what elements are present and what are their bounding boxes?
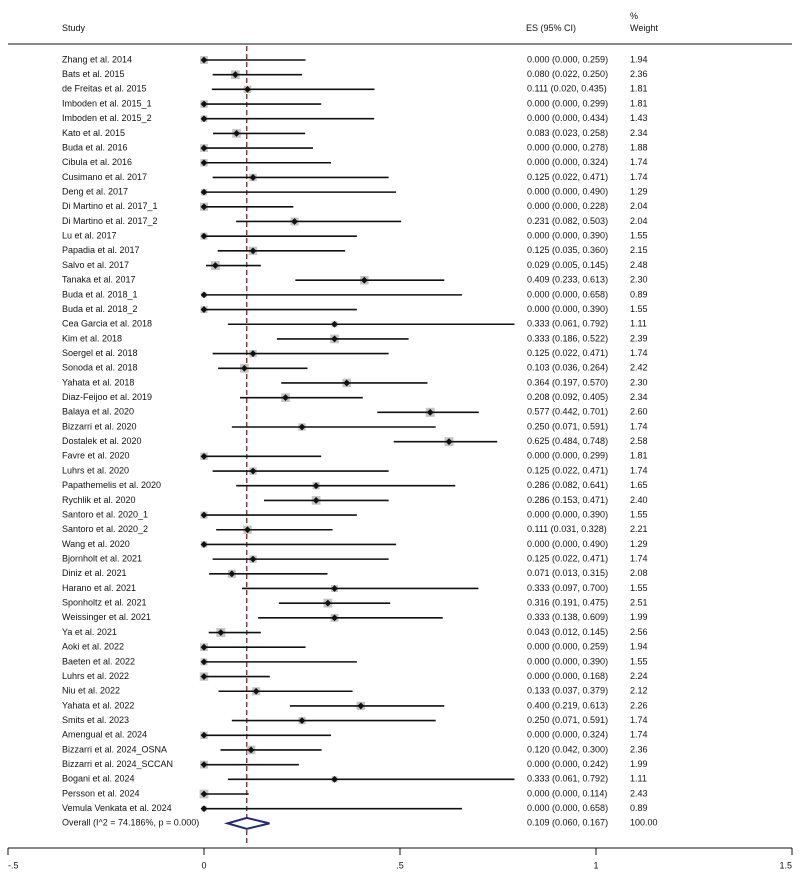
study-row xyxy=(62,774,647,784)
weight-value: 2.51 xyxy=(630,597,648,608)
overall-diamond xyxy=(228,818,270,829)
weight-value: 1.88 xyxy=(630,142,648,153)
weight-value: 1.65 xyxy=(630,480,648,491)
weight-value: 1.11 xyxy=(630,773,647,784)
weight-value: 0.89 xyxy=(630,289,648,300)
study-row xyxy=(62,363,648,373)
study-label: Amengual et al. 2024 xyxy=(62,729,148,740)
weight-value: 2.08 xyxy=(630,568,648,579)
study-row xyxy=(62,671,648,681)
es-ci-value: 0.000 (0.000, 0.228) xyxy=(527,201,609,212)
study-row xyxy=(62,142,648,152)
study-label: Papathemelis et al. 2020 xyxy=(62,480,162,491)
es-ci-value: 0.071 (0.013, 0.315) xyxy=(527,568,609,579)
es-ci-value: 0.625 (0.484, 0.748) xyxy=(527,436,609,447)
study-row xyxy=(62,480,648,490)
x-tick-label: .5 xyxy=(396,860,404,871)
study-row xyxy=(62,319,647,329)
x-tick-label: 0 xyxy=(201,860,207,871)
es-ci-value: 0.120 (0.042, 0.300) xyxy=(527,744,609,755)
study-column-header: Study xyxy=(62,23,86,33)
study-row xyxy=(62,744,648,754)
es-ci-value: 0.000 (0.000, 0.658) xyxy=(527,803,609,814)
es-ci-value: 0.000 (0.000, 0.259) xyxy=(527,54,609,65)
study-label: Diniz et al. 2021 xyxy=(62,568,127,579)
es-ci-value: 0.000 (0.000, 0.658) xyxy=(527,289,609,300)
study-row xyxy=(62,715,648,725)
es-ci-value: 0.000 (0.000, 0.242) xyxy=(527,759,609,770)
overall-weight-value: 100.00 xyxy=(630,817,658,828)
es-ci-value: 0.000 (0.000, 0.490) xyxy=(527,186,609,197)
es-ci-value: 0.000 (0.000, 0.299) xyxy=(527,450,609,461)
weight-value: 2.15 xyxy=(630,245,648,256)
study-row xyxy=(62,700,648,710)
study-row xyxy=(62,509,648,519)
es-ci-value: 0.125 (0.035, 0.360) xyxy=(527,245,609,256)
es-column-header: ES (95% CI) xyxy=(526,23,577,33)
study-label: Smits et al. 2023 xyxy=(62,714,130,725)
es-ci-value: 0.231 (0.082, 0.503) xyxy=(527,215,609,226)
es-ci-value: 0.125 (0.022, 0.471) xyxy=(527,465,609,476)
weight-value: 2.42 xyxy=(630,362,648,373)
es-ci-value: 0.250 (0.071, 0.591) xyxy=(527,714,609,725)
es-ci-value: 0.316 (0.191, 0.475) xyxy=(527,597,609,608)
weight-value: 0.89 xyxy=(630,803,648,814)
study-row xyxy=(62,377,648,387)
es-ci-value: 0.000 (0.000, 0.390) xyxy=(527,303,609,314)
weight-value: 2.60 xyxy=(630,406,648,417)
es-ci-value: 0.029 (0.005, 0.145) xyxy=(527,259,609,270)
study-row xyxy=(62,98,648,108)
study-label: Bizzarri et al. 2024_SCCAN xyxy=(62,759,174,770)
study-label: Niu et al. 2022 xyxy=(62,685,121,696)
study-label: Cea Garcia et al. 2018 xyxy=(62,318,153,329)
study-label: Weissinger et al. 2021 xyxy=(62,612,151,623)
x-axis xyxy=(8,848,792,870)
weight-value: 2.39 xyxy=(630,333,648,344)
plot-area xyxy=(62,46,658,846)
study-label: Bats et al. 2015 xyxy=(62,69,125,80)
weight-value: 1.81 xyxy=(630,450,648,461)
study-row xyxy=(62,568,648,578)
weight-value: 2.26 xyxy=(630,700,648,711)
study-label: Wang et al. 2020 xyxy=(62,538,130,549)
overall-es-ci-value: 0.109 (0.060, 0.167) xyxy=(527,817,609,828)
study-label: Luhrs et al. 2022 xyxy=(62,670,130,681)
es-ci-value: 0.000 (0.000, 0.490) xyxy=(527,538,609,549)
overall-label: Overall (I^2 = 74.186%, p = 0.000) xyxy=(62,817,200,828)
header-row xyxy=(62,11,658,33)
study-row xyxy=(62,245,648,255)
weight-value: 2.36 xyxy=(630,69,648,80)
es-ci-value: 0.286 (0.082, 0.641) xyxy=(527,480,609,491)
weight-value: 2.21 xyxy=(630,524,648,535)
study-row xyxy=(62,333,648,343)
weight-value: 1.99 xyxy=(630,612,648,623)
es-ci-value: 0.111 (0.020, 0.435) xyxy=(527,83,607,94)
study-label: Lu et al. 2017 xyxy=(62,230,117,241)
study-label: Di Martino et al. 2017_2 xyxy=(62,215,158,226)
study-row xyxy=(62,348,648,358)
study-label: Imboden et al. 2015_1 xyxy=(62,98,152,109)
study-label: Favre et al. 2020 xyxy=(62,450,130,461)
es-ci-value: 0.000 (0.000, 0.390) xyxy=(527,656,609,667)
study-row xyxy=(62,803,648,813)
weight-value: 1.74 xyxy=(630,421,648,432)
es-ci-value: 0.000 (0.000, 0.168) xyxy=(527,670,609,681)
es-ci-value: 0.000 (0.000, 0.390) xyxy=(527,509,609,520)
weight-value: 1.55 xyxy=(630,509,648,520)
es-ci-value: 0.250 (0.071, 0.591) xyxy=(527,421,609,432)
study-row xyxy=(62,495,648,505)
es-ci-value: 0.333 (0.061, 0.792) xyxy=(527,773,609,784)
study-row xyxy=(62,759,648,769)
study-label: Buda et al. 2018_1 xyxy=(62,289,138,300)
study-row xyxy=(62,656,648,666)
study-row xyxy=(62,231,648,241)
study-row xyxy=(62,69,648,79)
study-row xyxy=(62,627,648,637)
es-ci-value: 0.125 (0.022, 0.471) xyxy=(527,347,609,358)
study-row xyxy=(62,451,648,461)
es-ci-value: 0.577 (0.442, 0.701) xyxy=(527,406,609,417)
weight-value: 1.81 xyxy=(630,98,648,109)
x-tick-label: 1.5 xyxy=(779,860,792,871)
weight-value: 1.43 xyxy=(630,113,648,124)
study-row xyxy=(62,730,648,740)
study-label: Santoro et al. 2020_1 xyxy=(62,509,149,520)
study-label: Baeten et al. 2022 xyxy=(62,656,136,667)
weight-value: 1.55 xyxy=(630,230,648,241)
study-row xyxy=(62,201,648,211)
study-row xyxy=(62,260,648,270)
weight-value: 2.12 xyxy=(630,685,648,696)
es-ci-value: 0.043 (0.012, 0.145) xyxy=(527,626,609,637)
study-row xyxy=(62,275,648,285)
study-row xyxy=(62,686,648,696)
weight-value: 2.58 xyxy=(630,436,648,447)
es-ci-value: 0.125 (0.022, 0.471) xyxy=(527,553,609,564)
weight-value: 1.74 xyxy=(630,171,648,182)
weight-value: 2.34 xyxy=(630,392,648,403)
weight-value: 2.24 xyxy=(630,670,648,681)
weight-column-header-percent: % xyxy=(630,11,639,21)
es-ci-value: 0.400 (0.219, 0.613) xyxy=(527,700,609,711)
study-label: Deng et al. 2017 xyxy=(62,186,129,197)
study-label: Zhang et al. 2014 xyxy=(62,54,133,65)
study-label: Sonoda et al. 2018 xyxy=(62,362,138,373)
study-row xyxy=(62,421,648,431)
es-ci-value: 0.000 (0.000, 0.259) xyxy=(527,641,609,652)
study-label: Buda et al. 2018_2 xyxy=(62,303,138,314)
weight-value: 2.30 xyxy=(630,377,648,388)
weight-value: 1.74 xyxy=(630,729,648,740)
es-ci-value: 0.364 (0.197, 0.570) xyxy=(527,377,609,388)
weight-value: 1.11 xyxy=(630,318,647,329)
x-tick-label: -.5 xyxy=(8,860,19,871)
study-row xyxy=(62,642,648,652)
study-label: Harano et al. 2021 xyxy=(62,582,137,593)
study-label: de Freitas et al. 2015 xyxy=(62,83,147,94)
x-tick-label: 1 xyxy=(593,860,599,871)
study-label: Papadia et al. 2017 xyxy=(62,245,140,256)
study-label: Bizzarri et al. 2020 xyxy=(62,421,137,432)
es-ci-value: 0.333 (0.097, 0.700) xyxy=(527,582,609,593)
study-row xyxy=(62,304,648,314)
study-label: Kato et al. 2015 xyxy=(62,127,126,138)
study-label: Vemula Venkata et al. 2024 xyxy=(62,803,172,814)
weight-value: 1.94 xyxy=(630,54,648,65)
es-ci-value: 0.000 (0.000, 0.324) xyxy=(527,729,609,740)
study-label: Ya et al. 2021 xyxy=(62,626,117,637)
es-ci-value: 0.000 (0.000, 0.434) xyxy=(527,113,609,124)
study-label: Rychlik et al. 2020 xyxy=(62,494,136,505)
study-row xyxy=(62,113,648,123)
weight-column-header: Weight xyxy=(630,23,658,33)
study-label: Diaz-Feijoo et al. 2019 xyxy=(62,392,153,403)
overall-row xyxy=(62,818,658,829)
weight-value: 1.74 xyxy=(630,553,648,564)
study-label: Persson et al. 2024 xyxy=(62,788,140,799)
study-row xyxy=(62,553,648,563)
study-label: Imboden et al. 2015_2 xyxy=(62,113,152,124)
weight-value: 2.36 xyxy=(630,744,648,755)
study-row xyxy=(62,583,648,593)
es-ci-value: 0.000 (0.000, 0.324) xyxy=(527,157,609,168)
es-ci-value: 0.125 (0.022, 0.471) xyxy=(527,171,609,182)
study-label: Buda et al. 2016 xyxy=(62,142,128,153)
weight-value: 1.74 xyxy=(630,157,648,168)
study-label: Yahata et al. 2018 xyxy=(62,377,135,388)
study-label: Dostalek et al. 2020 xyxy=(62,436,142,447)
weight-value: 1.55 xyxy=(630,656,648,667)
study-row xyxy=(62,186,648,196)
weight-value: 1.74 xyxy=(630,347,648,358)
study-row xyxy=(62,54,648,64)
weight-value: 1.74 xyxy=(630,714,648,725)
study-row xyxy=(62,407,648,417)
es-ci-value: 0.000 (0.000, 0.114) xyxy=(527,788,608,799)
study-label: Cibula et al. 2016 xyxy=(62,157,133,168)
study-row xyxy=(62,172,648,182)
study-label: Bogani et al. 2024 xyxy=(62,773,135,784)
weight-value: 1.55 xyxy=(630,582,648,593)
weight-value: 2.56 xyxy=(630,626,648,637)
study-label: Santoro et al. 2020_2 xyxy=(62,524,149,535)
study-label: Yahata et al. 2022 xyxy=(62,700,135,711)
study-row xyxy=(62,524,648,534)
es-ci-value: 0.133 (0.037, 0.379) xyxy=(527,685,609,696)
study-row xyxy=(62,128,648,138)
study-row xyxy=(62,392,648,402)
weight-value: 1.81 xyxy=(630,83,648,94)
es-ci-value: 0.111 (0.031, 0.328) xyxy=(527,524,607,535)
weight-value: 1.55 xyxy=(630,303,648,314)
es-ci-value: 0.333 (0.061, 0.792) xyxy=(527,318,609,329)
study-label: Luhrs et al. 2020 xyxy=(62,465,130,476)
study-label: Salvo et al. 2017 xyxy=(62,259,130,270)
study-label: Bjornholt et al. 2021 xyxy=(62,553,143,564)
weight-value: 2.40 xyxy=(630,494,648,505)
es-ci-value: 0.000 (0.000, 0.299) xyxy=(527,98,609,109)
weight-value: 1.74 xyxy=(630,465,648,476)
study-label: Tanaka et al. 2017 xyxy=(62,274,136,285)
weight-value: 1.94 xyxy=(630,641,648,652)
study-label: Bizzarri et al. 2024_OSNA xyxy=(62,744,168,755)
study-label: Sponholtz et al. 2021 xyxy=(62,597,147,608)
weight-value: 2.43 xyxy=(630,788,648,799)
study-row xyxy=(62,436,648,446)
weight-value: 2.30 xyxy=(630,274,648,285)
study-row xyxy=(62,465,648,475)
study-label: Balaya et al. 2020 xyxy=(62,406,135,417)
weight-value: 2.04 xyxy=(630,215,648,226)
study-label: Cusimano et al. 2017 xyxy=(62,171,148,182)
weight-value: 2.34 xyxy=(630,127,648,138)
es-ci-value: 0.333 (0.186, 0.522) xyxy=(527,333,609,344)
weight-value: 2.04 xyxy=(630,201,648,212)
weight-value: 1.29 xyxy=(630,186,648,197)
study-row xyxy=(62,289,648,299)
study-row xyxy=(62,157,648,167)
study-label: Kim et al. 2018 xyxy=(62,333,123,344)
es-ci-value: 0.103 (0.036, 0.264) xyxy=(527,362,609,373)
es-ci-value: 0.000 (0.000, 0.390) xyxy=(527,230,609,241)
weight-value: 1.29 xyxy=(630,538,648,549)
es-ci-value: 0.083 (0.023, 0.258) xyxy=(527,127,609,138)
study-row xyxy=(62,539,648,549)
study-row xyxy=(62,598,648,608)
study-label: Soergel et al. 2018 xyxy=(62,347,138,358)
es-ci-value: 0.409 (0.233, 0.613) xyxy=(527,274,609,285)
es-ci-value: 0.208 (0.092, 0.405) xyxy=(527,392,609,403)
study-row xyxy=(62,84,648,94)
es-ci-value: 0.080 (0.022, 0.250) xyxy=(527,69,609,80)
study-label: Di Martino et al. 2017_1 xyxy=(62,201,158,212)
study-label: Aoki et al. 2022 xyxy=(62,641,125,652)
weight-value: 1.99 xyxy=(630,759,648,770)
study-row xyxy=(62,612,648,622)
study-row xyxy=(62,788,648,798)
study-row xyxy=(62,216,648,226)
es-ci-value: 0.286 (0.153, 0.471) xyxy=(527,494,609,505)
weight-value: 2.48 xyxy=(630,259,648,270)
es-ci-value: 0.333 (0.138, 0.609) xyxy=(527,612,609,623)
es-ci-value: 0.000 (0.000, 0.278) xyxy=(527,142,609,153)
